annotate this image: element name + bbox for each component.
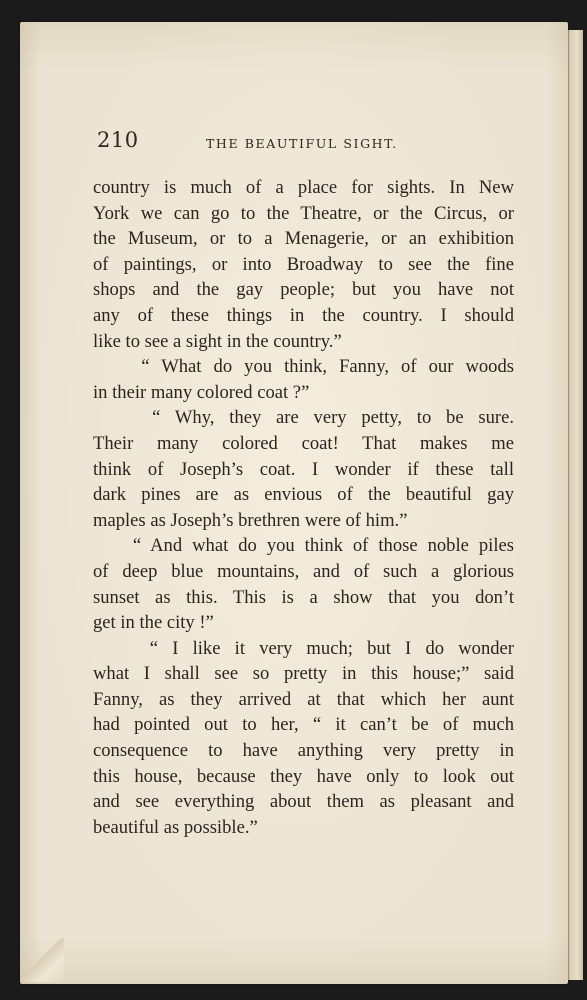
text-line: maples as Joseph’s brethren were of him.” — [93, 509, 408, 531]
page-header — [97, 128, 517, 156]
page-number: 210 — [97, 128, 139, 152]
text-line: and see everything about them as pleasant and — [93, 791, 514, 813]
text-line: “ What do you think, Fanny, of our woods — [93, 356, 514, 378]
text-line: any of these things in the country. I should — [93, 304, 514, 326]
text-line: in their many colored coat ?” — [93, 381, 310, 403]
text-line: of deep blue mountains, and of such a glorious — [93, 560, 514, 582]
text-line: “ I like it very much; but I do wonder — [93, 637, 514, 659]
text-line: had pointed out to her, “ it can’t be of much — [93, 714, 514, 736]
text-line: consequence to have anything very pretty in — [93, 740, 514, 762]
text-line: like to see a sight in the country.” — [93, 330, 342, 352]
text-line: think of Joseph’s coat. I wonder if these tall — [93, 458, 514, 480]
text-line: Their many colored coat! That makes me — [93, 432, 514, 454]
text-line: this house, because they have only to look out — [93, 765, 514, 787]
text-line: sunset as this. This is a show that you don’t — [93, 586, 514, 608]
text-line: of paintings, or into Broadway to see the fine — [93, 253, 514, 275]
running-title: THE BEAUTIFUL SIGHT. — [206, 136, 398, 151]
page-edge-right — [568, 30, 583, 980]
text-line: Fanny, as they arrived at that which her aunt — [93, 688, 514, 710]
text-line: country is much of a place for sights. In New — [93, 177, 514, 198]
text-line: the Museum, or to a Menagerie, or an exhibition — [93, 228, 514, 250]
text-line: beautiful as possible.” — [93, 816, 258, 838]
text-line: “ Why, they are very petty, to be sure. — [93, 407, 514, 429]
page-corner-curl — [22, 938, 64, 982]
text-line: shops and the gay people; but you have not — [93, 279, 514, 301]
body-text — [93, 175, 514, 840]
text-line: get in the city !” — [93, 612, 214, 634]
text-line: dark pines are as envious of the beautiful gay — [93, 484, 514, 506]
text-line: York we can go to the Theatre, or the Circus, or — [93, 202, 514, 224]
text-line: “ And what do you think of those noble piles — [93, 535, 514, 557]
text-line: what I shall see so pretty in this house;” said — [93, 663, 514, 685]
